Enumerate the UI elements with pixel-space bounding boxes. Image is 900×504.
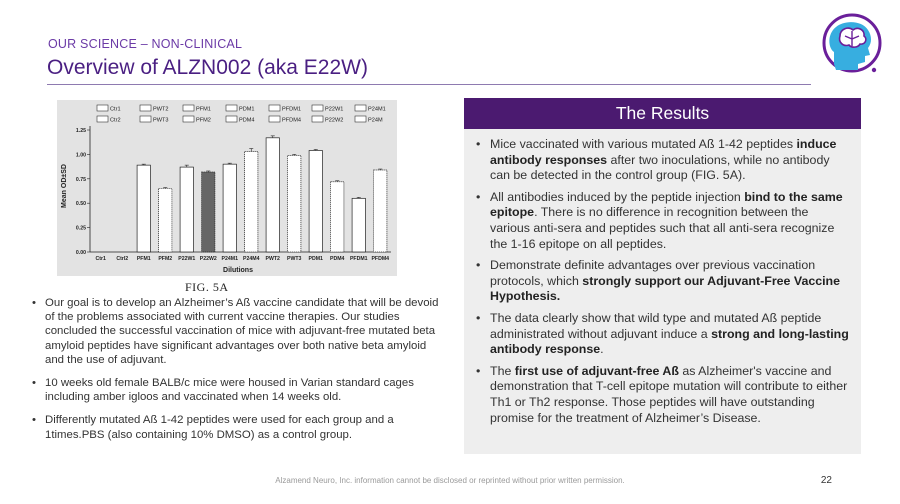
x-tick-label: PFDM1 [349, 256, 368, 262]
y-tick-label: 0.50 [75, 201, 86, 208]
legend-label: PFM1 [196, 106, 211, 113]
legend-swatch [140, 105, 151, 111]
page-number: 22 [820, 475, 832, 486]
bar [331, 182, 344, 252]
legend-label: PWT2 [153, 106, 169, 113]
legend-label: PFDM4 [282, 117, 301, 124]
bar [159, 189, 172, 252]
x-tick-label: PWT3 [287, 256, 302, 262]
legend-swatch [183, 105, 194, 111]
x-tick-label: Ctrl2 [116, 256, 129, 262]
footer-disclaimer: Alzamend Neuro, Inc. information cannot be disclosed or reprinted without prior written permission. [275, 476, 625, 485]
bar [266, 138, 279, 252]
legend-swatch [97, 116, 108, 122]
methods-bullet: • 10 weeks old female BALB/c mice were housed in Varian standard cages including amber igloos and vaccinated when 14 weeks old. [30, 376, 445, 404]
results-bullet: • All antibodies induced by the peptide injection bind to the same epitope. There is no difference in recognition between the various anti-sera and peptides such that all anti-sera recognize the 1-16 epitope on all peptides. [476, 190, 851, 252]
legend-label: PFDM1 [282, 106, 301, 113]
methods-bullet: • Our goal is to develop an Alzheimer’s Aß vaccine candidate that will be devoid of the problems associated with current vaccine therapies. Our studies concluded the successful vaccination of mice with adjuvant-free mutated beta amyloid peptides have significant advantages over both native beta amyloid and the use of adjuvant. [30, 296, 445, 367]
legend-swatch [140, 116, 151, 122]
results-bullet: • Demonstrate definite advantages over previous vaccination protocols, which strongly support our Adjuvant-Free Vaccine Hypothesis. [476, 258, 851, 305]
bar [223, 164, 236, 252]
chart-bars [96, 136, 390, 262]
y-tick-label: 1.00 [75, 152, 86, 159]
y-axis-label: Mean OD±SD [61, 164, 68, 208]
bar [309, 150, 322, 252]
figure-caption: FIG. 5A [185, 280, 229, 294]
bar [202, 172, 215, 252]
x-tick-label: P24M1 [221, 256, 238, 262]
y-tick-label: 0.75 [75, 176, 86, 183]
y-tick-label: 0.25 [75, 225, 86, 232]
bar [352, 198, 365, 252]
chart-legend [97, 105, 386, 124]
title-rule [47, 84, 811, 85]
x-tick-label: PFM1 [136, 256, 151, 262]
results-bullet: • The data clearly show that wild type and mutated Aß peptide administrated without adjuvant induce a strong and long-lasting antibody response. [476, 311, 851, 358]
x-tick-label: P24M4 [243, 256, 260, 262]
brain-head-logo-icon [818, 12, 884, 78]
legend-label: P22W2 [325, 117, 344, 124]
legend-swatch [226, 116, 237, 122]
x-tick-label: P22W1 [178, 256, 196, 262]
legend-swatch [312, 105, 323, 111]
legend-swatch [183, 116, 194, 122]
results-bullet-list [464, 137, 861, 426]
methods-bullet: • Differently mutated Aß 1-42 peptides were used for each group and a 1times.PBS (also containing 10% DMSO) as a control group. [30, 413, 445, 441]
legend-label: P24M [368, 117, 383, 124]
legend-swatch [269, 105, 280, 111]
legend-label: PDM4 [239, 117, 255, 124]
legend-swatch [226, 105, 237, 111]
page-title: Overview of ALZN002 (aka E22W) [47, 56, 368, 79]
eyebrow-label: OUR SCIENCE – NON-CLINICAL [48, 37, 243, 51]
x-tick-label: PFDM4 [371, 256, 390, 262]
x-tick-label: P22W2 [199, 256, 217, 262]
results-header: The Results [464, 98, 861, 129]
legend-label: PWT3 [153, 117, 169, 124]
legend-label: PFM2 [196, 117, 211, 124]
results-bullet: • Mice vaccinated with various mutated Aß 1-42 peptides induce antibody responses after two inoculations, while no antibody can be detected in the control group (FIG. 5A). [476, 137, 851, 184]
legend-swatch [355, 116, 366, 122]
x-tick-label: PWT2 [265, 256, 280, 262]
x-tick-label: PFM2 [158, 256, 173, 262]
x-tick-label: PDM1 [308, 256, 323, 262]
y-tick-label: 1.25 [75, 128, 86, 134]
legend-label: PDM1 [239, 106, 255, 113]
bar [288, 155, 301, 252]
results-panel [464, 98, 861, 454]
y-tick-label: 0.00 [75, 250, 86, 256]
legend-label: P24M1 [368, 106, 386, 113]
legend-label: Ctr1 [110, 106, 121, 113]
legend-swatch [269, 116, 280, 122]
results-bullet: • The first use of adjuvant-free Aß as Alzheimer's vaccine and demonstration that T-cell epitope mutation will contribute to either Th1 or Th2 response. Those peptides will have outstanding promise for the treatment of Alzheimer’s Disease. [476, 364, 851, 426]
methods-bullet-list [30, 296, 445, 451]
bar [180, 167, 193, 252]
bar [137, 165, 150, 252]
x-tick-label: Ctr1 [95, 256, 106, 262]
x-tick-label: PDM4 [330, 256, 345, 262]
legend-label: P22W1 [325, 106, 344, 113]
antibody-bar-chart [57, 100, 397, 276]
legend-swatch [97, 105, 108, 111]
legend-label: Ctr2 [110, 117, 121, 124]
legend-swatch [312, 116, 323, 122]
bar [374, 170, 387, 252]
bar [245, 151, 258, 252]
x-axis-label: Dilutions [223, 267, 253, 274]
legend-swatch [355, 105, 366, 111]
